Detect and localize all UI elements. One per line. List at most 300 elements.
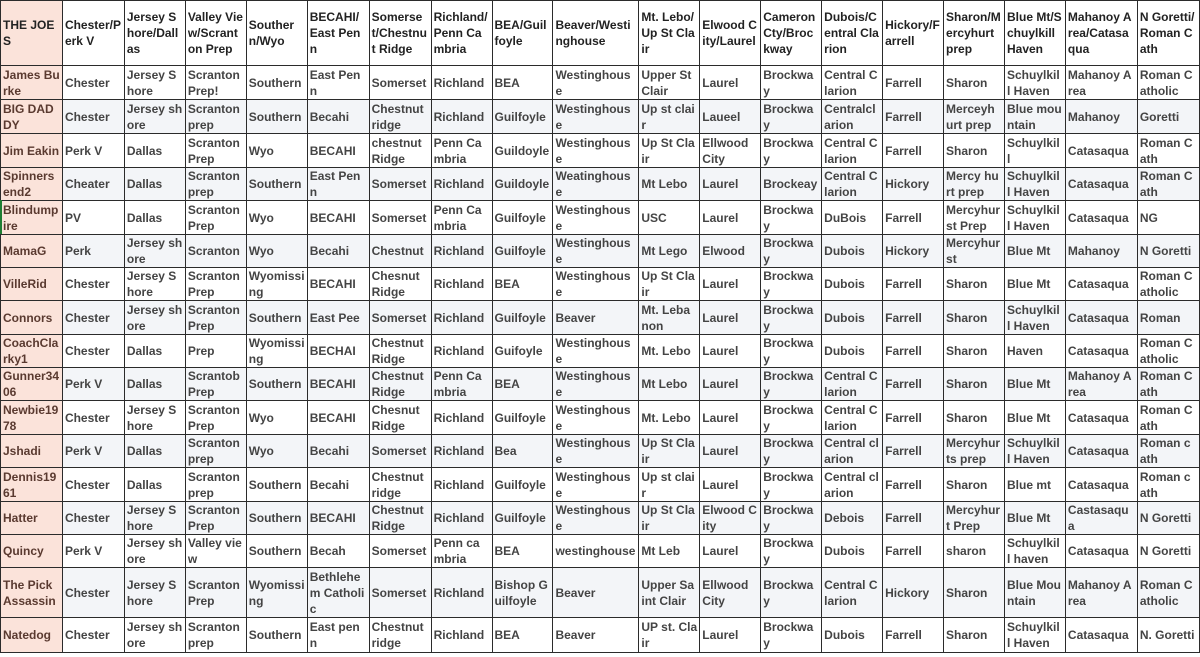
pick-cell[interactable]: Dallas xyxy=(124,468,185,502)
column-header[interactable]: Cameron Cty/Brockway xyxy=(761,1,822,66)
pick-cell[interactable]: Farrell xyxy=(883,335,944,368)
pick-cell[interactable]: Chester xyxy=(62,618,124,653)
pick-cell[interactable]: Scranton Prep xyxy=(185,568,246,618)
pick-cell[interactable]: N. Goretti xyxy=(1137,618,1199,653)
player-name-cell[interactable]: Jim Eakin xyxy=(1,134,63,168)
player-name-cell[interactable]: BIG DADDY xyxy=(1,100,63,134)
pick-cell[interactable]: Scranton prep xyxy=(185,618,246,653)
pick-cell[interactable]: Chester xyxy=(62,301,124,335)
pick-cell[interactable]: BECAHI xyxy=(307,368,369,401)
pick-cell[interactable]: Schuylkill Haven xyxy=(1004,435,1065,468)
pick-cell[interactable]: chestnut Ridge xyxy=(369,134,431,168)
pick-cell[interactable]: Dubois xyxy=(822,235,883,268)
pick-cell[interactable]: BECAHI xyxy=(307,401,369,435)
pick-cell[interactable]: Scranton Prep xyxy=(185,301,246,335)
pick-cell[interactable]: Blue mt xyxy=(1004,468,1065,502)
pick-cell[interactable]: Mercyhurst xyxy=(944,235,1005,268)
pick-cell[interactable]: Mt Lego xyxy=(639,235,700,268)
pick-cell[interactable]: Somerset xyxy=(369,435,431,468)
pick-cell[interactable]: Chester xyxy=(62,335,124,368)
pick-cell[interactable]: Schuylkill Haven xyxy=(1004,66,1065,100)
pick-cell[interactable]: Farrell xyxy=(883,368,944,401)
pick-cell[interactable]: Brockway xyxy=(761,335,822,368)
pick-cell[interactable]: Up St Clair xyxy=(639,134,700,168)
pick-cell[interactable]: Richland xyxy=(431,335,492,368)
pick-cell[interactable]: westinghouse xyxy=(553,535,639,568)
pick-cell[interactable]: Brockway xyxy=(761,618,822,653)
pick-cell[interactable]: Richland xyxy=(431,401,492,435)
pick-cell[interactable]: BEA xyxy=(492,268,553,301)
pick-cell[interactable]: Up St Clair xyxy=(639,268,700,301)
pick-cell[interactable]: Perk V xyxy=(62,535,124,568)
pick-cell[interactable]: Mercy hurt prep xyxy=(944,168,1005,201)
pick-cell[interactable]: Richland xyxy=(431,100,492,134)
pick-cell[interactable]: Mt. Lebanon xyxy=(639,301,700,335)
pick-cell[interactable]: Laurel xyxy=(700,435,761,468)
pick-cell[interactable]: Guilfoyle xyxy=(492,401,553,435)
pick-cell[interactable]: East Pee xyxy=(307,301,369,335)
pick-cell[interactable]: Guilfoyle xyxy=(492,468,553,502)
pick-cell[interactable]: Wyomissing xyxy=(246,268,307,301)
pick-cell[interactable]: Central Clarion xyxy=(822,134,883,168)
pick-cell[interactable]: USC xyxy=(639,201,700,235)
pick-cell[interactable]: Dubois xyxy=(822,335,883,368)
pick-cell[interactable]: Scranton prep xyxy=(185,435,246,468)
pick-cell[interactable]: Richland xyxy=(431,568,492,618)
pick-cell[interactable]: Catasaqua xyxy=(1065,468,1137,502)
pick-cell[interactable]: Westinghouse xyxy=(553,368,639,401)
player-name-cell[interactable]: James Burke xyxy=(1,66,63,100)
pick-cell[interactable]: Cheater xyxy=(62,168,124,201)
pick-cell[interactable]: Scranton Prep xyxy=(185,134,246,168)
pick-cell[interactable]: Sharon xyxy=(944,468,1005,502)
pick-cell[interactable]: BEA xyxy=(492,368,553,401)
pick-cell[interactable]: BEA xyxy=(492,66,553,100)
pick-cell[interactable]: Sharon xyxy=(944,335,1005,368)
pick-cell[interactable]: Richland xyxy=(431,235,492,268)
pick-cell[interactable]: Brockway xyxy=(761,468,822,502)
pick-cell[interactable]: Blue Mt xyxy=(1004,268,1065,301)
pick-cell[interactable]: Chestnut ridge xyxy=(369,100,431,134)
pick-cell[interactable]: Catasaqua xyxy=(1065,401,1137,435)
pick-cell[interactable]: Upper St Clair xyxy=(639,66,700,100)
pick-cell[interactable]: Scranton xyxy=(185,235,246,268)
pick-cell[interactable]: BEA xyxy=(492,618,553,653)
pick-cell[interactable]: Laurel xyxy=(700,468,761,502)
pick-cell[interactable]: Roman xyxy=(1137,301,1199,335)
pick-cell[interactable]: Westinghouse xyxy=(553,502,639,535)
pick-cell[interactable]: Dubois xyxy=(822,301,883,335)
pick-cell[interactable]: Westinghouse xyxy=(553,335,639,368)
column-header[interactable]: Jersey Shore/Dallas xyxy=(124,1,185,66)
pick-cell[interactable]: Becahi xyxy=(307,435,369,468)
pick-cell[interactable]: Mercyhurts prep xyxy=(944,435,1005,468)
pick-cell[interactable]: Farrell xyxy=(883,535,944,568)
pick-cell[interactable]: Roman cath xyxy=(1137,468,1199,502)
pick-cell[interactable]: N Goretti xyxy=(1137,235,1199,268)
pick-cell[interactable]: Jersey shore xyxy=(124,535,185,568)
pick-cell[interactable]: Guilfoyle xyxy=(492,201,553,235)
player-name-cell[interactable]: Hatter xyxy=(1,502,63,535)
pick-cell[interactable]: Southern xyxy=(246,535,307,568)
pick-cell[interactable]: Sharon xyxy=(944,66,1005,100)
pick-cell[interactable]: Southern xyxy=(246,502,307,535)
pick-cell[interactable]: East Penn xyxy=(307,168,369,201)
pick-cell[interactable]: Perk xyxy=(62,235,124,268)
pick-cell[interactable]: Richland xyxy=(431,301,492,335)
pick-cell[interactable]: Wyomissing xyxy=(246,568,307,618)
pick-cell[interactable]: Brockway xyxy=(761,435,822,468)
pick-cell[interactable]: Roman Cath xyxy=(1137,168,1199,201)
pick-cell[interactable]: Sharon xyxy=(944,401,1005,435)
pick-cell[interactable]: Dubois xyxy=(822,268,883,301)
player-name-cell[interactable]: The Pick Assassin xyxy=(1,568,63,618)
pick-cell[interactable]: Chestnut Ridge xyxy=(369,502,431,535)
pick-cell[interactable]: Dallas xyxy=(124,168,185,201)
pick-cell[interactable]: Laurel xyxy=(700,368,761,401)
pick-cell[interactable]: Mahanoy xyxy=(1065,100,1137,134)
pick-cell[interactable]: Jersey Shore xyxy=(124,502,185,535)
player-name-cell[interactable]: Spinnersend2 xyxy=(1,168,63,201)
pick-cell[interactable]: Upper Saint Clair xyxy=(639,568,700,618)
pick-cell[interactable]: Valley view xyxy=(185,535,246,568)
pick-cell[interactable]: Jersey Shore xyxy=(124,268,185,301)
column-header[interactable]: Dubois/Central Clarion xyxy=(822,1,883,66)
pick-cell[interactable]: Brockway xyxy=(761,268,822,301)
pick-cell[interactable]: Sharon xyxy=(944,134,1005,168)
pick-cell[interactable]: Catasaqua xyxy=(1065,201,1137,235)
column-header[interactable]: Valley View/Scranton Prep xyxy=(185,1,246,66)
pick-cell[interactable]: Mt Lebo xyxy=(639,368,700,401)
pick-cell[interactable]: BEA xyxy=(492,535,553,568)
pick-cell[interactable]: Farrell xyxy=(883,66,944,100)
pick-cell[interactable]: Laurel xyxy=(700,268,761,301)
pick-cell[interactable]: Wyo xyxy=(246,401,307,435)
pick-cell[interactable]: Roman Cath xyxy=(1137,401,1199,435)
pick-cell[interactable]: Laurel xyxy=(700,168,761,201)
pick-cell[interactable]: Sharon xyxy=(944,268,1005,301)
pick-cell[interactable]: Sharon xyxy=(944,618,1005,653)
pick-cell[interactable]: Hickory xyxy=(883,168,944,201)
pick-cell[interactable]: Weatinghouse xyxy=(553,168,639,201)
player-name-cell[interactable]: Jshadi xyxy=(1,435,63,468)
pick-cell[interactable]: Richland xyxy=(431,435,492,468)
pick-cell[interactable]: Chestnut Ridge xyxy=(369,368,431,401)
pick-cell[interactable]: Central clarion xyxy=(822,435,883,468)
pick-cell[interactable]: Farrell xyxy=(883,401,944,435)
pick-cell[interactable]: Up st clair xyxy=(639,100,700,134)
pick-cell[interactable]: Richland xyxy=(431,618,492,653)
pick-cell[interactable]: Becahi xyxy=(307,100,369,134)
pick-cell[interactable]: Catasaqua xyxy=(1065,168,1137,201)
pick-cell[interactable]: Dallas xyxy=(124,335,185,368)
column-header[interactable]: Elwood City/Laurel xyxy=(700,1,761,66)
pick-cell[interactable]: Scranton Prep xyxy=(185,268,246,301)
pick-cell[interactable]: Westinghouse xyxy=(553,468,639,502)
pick-cell[interactable]: Farrell xyxy=(883,301,944,335)
pick-cell[interactable]: Roman Cath xyxy=(1137,134,1199,168)
pick-cell[interactable]: Perk V xyxy=(62,134,124,168)
pick-cell[interactable]: Scranton prep xyxy=(185,168,246,201)
pick-cell[interactable]: Scranton prep xyxy=(185,100,246,134)
pick-cell[interactable]: Sharon xyxy=(944,368,1005,401)
pick-cell[interactable]: Westinghouse xyxy=(553,268,639,301)
pick-cell[interactable]: N Goretti xyxy=(1137,502,1199,535)
pick-cell[interactable]: Ellwood City xyxy=(700,568,761,618)
pick-cell[interactable]: Penn Cambria xyxy=(431,201,492,235)
pick-cell[interactable]: Farrell xyxy=(883,201,944,235)
pick-cell[interactable]: Penn Cambria xyxy=(431,368,492,401)
pick-cell[interactable]: Elwood xyxy=(700,235,761,268)
pick-cell[interactable]: Westinghouse xyxy=(553,66,639,100)
pick-cell[interactable]: Laueel xyxy=(700,100,761,134)
column-header[interactable]: Richland/Penn Cambria xyxy=(431,1,492,66)
pick-cell[interactable]: Beaver xyxy=(553,618,639,653)
pick-cell[interactable]: N Goretti xyxy=(1137,535,1199,568)
pick-cell[interactable]: Central Clarion xyxy=(822,368,883,401)
pick-cell[interactable]: Catasaqua xyxy=(1065,134,1137,168)
pick-cell[interactable]: Southern xyxy=(246,100,307,134)
pick-cell[interactable]: Dallas xyxy=(124,435,185,468)
pick-cell[interactable]: Westinghouse xyxy=(553,235,639,268)
pick-cell[interactable]: Brockway xyxy=(761,235,822,268)
pick-cell[interactable]: Chesnut Ridge xyxy=(369,401,431,435)
pick-cell[interactable]: Laurel xyxy=(700,66,761,100)
pick-cell[interactable]: Mahanoy Area xyxy=(1065,66,1137,100)
column-header[interactable]: Hickory/Farrell xyxy=(883,1,944,66)
pick-cell[interactable]: Mahanoy Area xyxy=(1065,368,1137,401)
pick-cell[interactable]: Chester xyxy=(62,100,124,134)
pick-cell[interactable]: Becah xyxy=(307,535,369,568)
pick-cell[interactable]: Somerset xyxy=(369,535,431,568)
pick-cell[interactable]: Central Clarion xyxy=(822,66,883,100)
column-header[interactable]: Mahanoy Area/Catasaqua xyxy=(1065,1,1137,66)
pick-cell[interactable]: Central Clarion xyxy=(822,568,883,618)
pick-cell[interactable]: Catasaqua xyxy=(1065,301,1137,335)
pick-cell[interactable]: Farrell xyxy=(883,268,944,301)
column-header[interactable]: Sharon/Mercyhurt prep xyxy=(944,1,1005,66)
pick-cell[interactable]: Westinghouse xyxy=(553,100,639,134)
pick-cell[interactable]: Dallas xyxy=(124,134,185,168)
pick-cell[interactable]: Somerset xyxy=(369,201,431,235)
pick-cell[interactable]: Centralclarion xyxy=(822,100,883,134)
pick-cell[interactable]: Jersey Shore xyxy=(124,401,185,435)
pick-cell[interactable]: Roman cath xyxy=(1137,435,1199,468)
pick-cell[interactable]: Up St Clair xyxy=(639,502,700,535)
pick-cell[interactable]: Somerset xyxy=(369,301,431,335)
pick-cell[interactable]: Farrell xyxy=(883,100,944,134)
pick-cell[interactable]: Farrell xyxy=(883,134,944,168)
pick-cell[interactable]: Brockway xyxy=(761,301,822,335)
pick-cell[interactable]: Brockeay xyxy=(761,168,822,201)
pick-cell[interactable]: Laurel xyxy=(700,301,761,335)
pick-cell[interactable]: Westinghouse xyxy=(553,134,639,168)
pick-cell[interactable]: Mahanoy Area xyxy=(1065,568,1137,618)
pick-cell[interactable]: Dubois xyxy=(822,618,883,653)
pick-cell[interactable]: Somerset xyxy=(369,66,431,100)
pick-cell[interactable]: Laurel xyxy=(700,201,761,235)
pick-cell[interactable]: Somerset xyxy=(369,168,431,201)
pick-cell[interactable]: Farrell xyxy=(883,618,944,653)
pick-cell[interactable]: Guifoyle xyxy=(492,335,553,368)
pick-cell[interactable]: Perk V xyxy=(62,368,124,401)
pick-cell[interactable]: BECAHI xyxy=(307,201,369,235)
pick-cell[interactable]: Richland xyxy=(431,468,492,502)
pick-cell[interactable]: Merceyhurt prep xyxy=(944,100,1005,134)
pick-cell[interactable]: Brockway xyxy=(761,401,822,435)
pick-cell[interactable]: Mt Lebo xyxy=(639,168,700,201)
pick-cell[interactable]: Scranton Prep xyxy=(185,201,246,235)
pick-cell[interactable]: Laurel xyxy=(700,335,761,368)
pick-cell[interactable]: Blue Mt xyxy=(1004,368,1065,401)
pick-cell[interactable]: Chester xyxy=(62,568,124,618)
pick-cell[interactable]: Blue Mt xyxy=(1004,401,1065,435)
pick-cell[interactable]: Mt Leb xyxy=(639,535,700,568)
pick-cell[interactable]: Debois xyxy=(822,502,883,535)
pick-cell[interactable]: Chestnut xyxy=(369,235,431,268)
pick-cell[interactable]: Catasaqua xyxy=(1065,435,1137,468)
pick-cell[interactable]: Chester xyxy=(62,468,124,502)
pick-cell[interactable]: Guilfoyle xyxy=(492,502,553,535)
sheet-title-cell[interactable]: THE JOES xyxy=(1,1,63,66)
pick-cell[interactable]: BECHAI xyxy=(307,335,369,368)
pick-cell[interactable]: Catasaqua xyxy=(1065,535,1137,568)
pick-cell[interactable]: Somerset xyxy=(369,568,431,618)
pick-cell[interactable]: Wyo xyxy=(246,201,307,235)
pick-cell[interactable]: Southern xyxy=(246,301,307,335)
pick-cell[interactable]: Beaver xyxy=(553,568,639,618)
pick-cell[interactable]: Guilfoyle xyxy=(492,301,553,335)
pick-cell[interactable]: Westinghouse xyxy=(553,201,639,235)
pick-cell[interactable]: UP st. Clair xyxy=(639,618,700,653)
pick-cell[interactable]: Richland xyxy=(431,268,492,301)
pick-cell[interactable]: DuBois xyxy=(822,201,883,235)
pick-cell[interactable]: Becahi xyxy=(307,235,369,268)
pick-cell[interactable]: Blue Mountain xyxy=(1004,568,1065,618)
pick-cell[interactable]: Brockway xyxy=(761,368,822,401)
player-name-cell[interactable]: Quincy xyxy=(1,535,63,568)
pick-cell[interactable]: Schuylkill haven xyxy=(1004,535,1065,568)
pick-cell[interactable]: Southern xyxy=(246,618,307,653)
column-header[interactable]: BECAHI/East Penn xyxy=(307,1,369,66)
player-name-cell[interactable]: Natedog xyxy=(1,618,63,653)
pick-cell[interactable]: Southern xyxy=(246,368,307,401)
pick-cell[interactable]: Sharon xyxy=(944,568,1005,618)
pick-cell[interactable]: Mt. Lebo xyxy=(639,335,700,368)
pick-cell[interactable]: Wyo xyxy=(246,235,307,268)
player-name-cell[interactable]: Blindumpire xyxy=(1,201,63,235)
pick-cell[interactable]: Blue mountain xyxy=(1004,100,1065,134)
pick-cell[interactable]: Perk V xyxy=(62,435,124,468)
pick-cell[interactable]: Westinghouse xyxy=(553,435,639,468)
pick-cell[interactable]: Brockway xyxy=(761,66,822,100)
pick-cell[interactable]: Scranton Prep xyxy=(185,502,246,535)
pick-cell[interactable]: Chester xyxy=(62,66,124,100)
pick-cell[interactable]: Up St Clair xyxy=(639,435,700,468)
pick-cell[interactable]: Catasaqua xyxy=(1065,335,1137,368)
column-header[interactable]: N Goretti/Roman Cath xyxy=(1137,1,1199,66)
pick-cell[interactable]: Jersey shore xyxy=(124,301,185,335)
pick-cell[interactable]: BECAHI xyxy=(307,502,369,535)
pick-cell[interactable]: Wyo xyxy=(246,134,307,168)
pick-cell[interactable]: Mahanoy xyxy=(1065,235,1137,268)
pick-cell[interactable]: Jersey shore xyxy=(124,618,185,653)
pick-cell[interactable]: Brockway xyxy=(761,201,822,235)
pick-cell[interactable]: Jersey Shore xyxy=(124,568,185,618)
pick-cell[interactable]: Brockway xyxy=(761,100,822,134)
player-name-cell[interactable]: MamaG xyxy=(1,235,63,268)
pick-cell[interactable]: Penn Cambria xyxy=(431,134,492,168)
pick-cell[interactable]: Southern xyxy=(246,168,307,201)
pick-cell[interactable]: Jersey shore xyxy=(124,100,185,134)
pick-cell[interactable]: East Penn xyxy=(307,66,369,100)
pick-cell[interactable]: Schuylkill xyxy=(1004,134,1065,168)
pick-cell[interactable]: Guildoyle xyxy=(492,134,553,168)
player-name-cell[interactable]: Gunner3406 xyxy=(1,368,63,401)
pick-cell[interactable]: Mercyhurst Prep xyxy=(944,201,1005,235)
pick-cell[interactable]: Brockway xyxy=(761,535,822,568)
pick-cell[interactable]: Beaver xyxy=(553,301,639,335)
pick-cell[interactable]: Guilfoyle xyxy=(492,100,553,134)
pick-cell[interactable]: Guilfoyle xyxy=(492,235,553,268)
column-header[interactable]: Southern/Wyo xyxy=(246,1,307,66)
pick-cell[interactable]: Central Clarion xyxy=(822,168,883,201)
pick-cell[interactable]: Blue Mt xyxy=(1004,502,1065,535)
pick-cell[interactable]: Bea xyxy=(492,435,553,468)
pick-cell[interactable]: Roman Cath xyxy=(1137,368,1199,401)
pick-cell[interactable]: Chesnut Ridge xyxy=(369,268,431,301)
pick-cell[interactable]: Catasaqua xyxy=(1065,618,1137,653)
pick-cell[interactable]: Guildoyle xyxy=(492,168,553,201)
pick-cell[interactable]: Bethlehem Catholic xyxy=(307,568,369,618)
pick-cell[interactable]: Up st clair xyxy=(639,468,700,502)
pick-cell[interactable]: Chestnut ridge xyxy=(369,468,431,502)
pick-cell[interactable]: Laurel xyxy=(700,618,761,653)
pick-cell[interactable]: Ellwood City xyxy=(700,134,761,168)
pick-cell[interactable]: Brockway xyxy=(761,568,822,618)
pick-cell[interactable]: Richland xyxy=(431,168,492,201)
pick-cell[interactable]: Chestnut ridge xyxy=(369,618,431,653)
pick-cell[interactable]: Schuylkill Haven xyxy=(1004,168,1065,201)
pick-cell[interactable]: Brockway xyxy=(761,134,822,168)
pick-cell[interactable]: BECAHI xyxy=(307,268,369,301)
pick-cell[interactable]: Scranton prep xyxy=(185,468,246,502)
player-name-cell[interactable]: Connors xyxy=(1,301,63,335)
column-header[interactable]: Somerset/Chestnut Ridge xyxy=(369,1,431,66)
pick-cell[interactable]: Prep xyxy=(185,335,246,368)
pick-cell[interactable]: Chester xyxy=(62,268,124,301)
column-header[interactable]: Beaver/Westinghouse xyxy=(553,1,639,66)
pick-cell[interactable]: Schuylkill Haven xyxy=(1004,618,1065,653)
pick-cell[interactable]: Sharon xyxy=(944,301,1005,335)
column-header[interactable]: Mt. Lebo/Up St Clair xyxy=(639,1,700,66)
pick-cell[interactable]: Wyo xyxy=(246,435,307,468)
pick-cell[interactable]: Farrell xyxy=(883,435,944,468)
player-name-cell[interactable]: CoachClarky1 xyxy=(1,335,63,368)
pick-cell[interactable]: Brockway xyxy=(761,502,822,535)
pick-cell[interactable]: Jersey Shore xyxy=(124,66,185,100)
pick-cell[interactable]: Laurel xyxy=(700,535,761,568)
pick-cell[interactable]: Farrell xyxy=(883,468,944,502)
pick-cell[interactable]: Haven xyxy=(1004,335,1065,368)
pick-cell[interactable]: Goretti xyxy=(1137,100,1199,134)
pick-cell[interactable]: Central Clarion xyxy=(822,401,883,435)
pick-cell[interactable]: Wyomissing xyxy=(246,335,307,368)
pick-cell[interactable]: Schuylkill Haven xyxy=(1004,301,1065,335)
pick-cell[interactable]: Penn cambria xyxy=(431,535,492,568)
pick-cell[interactable]: Jersey shore xyxy=(124,235,185,268)
pick-cell[interactable]: Scrantob Prep xyxy=(185,368,246,401)
